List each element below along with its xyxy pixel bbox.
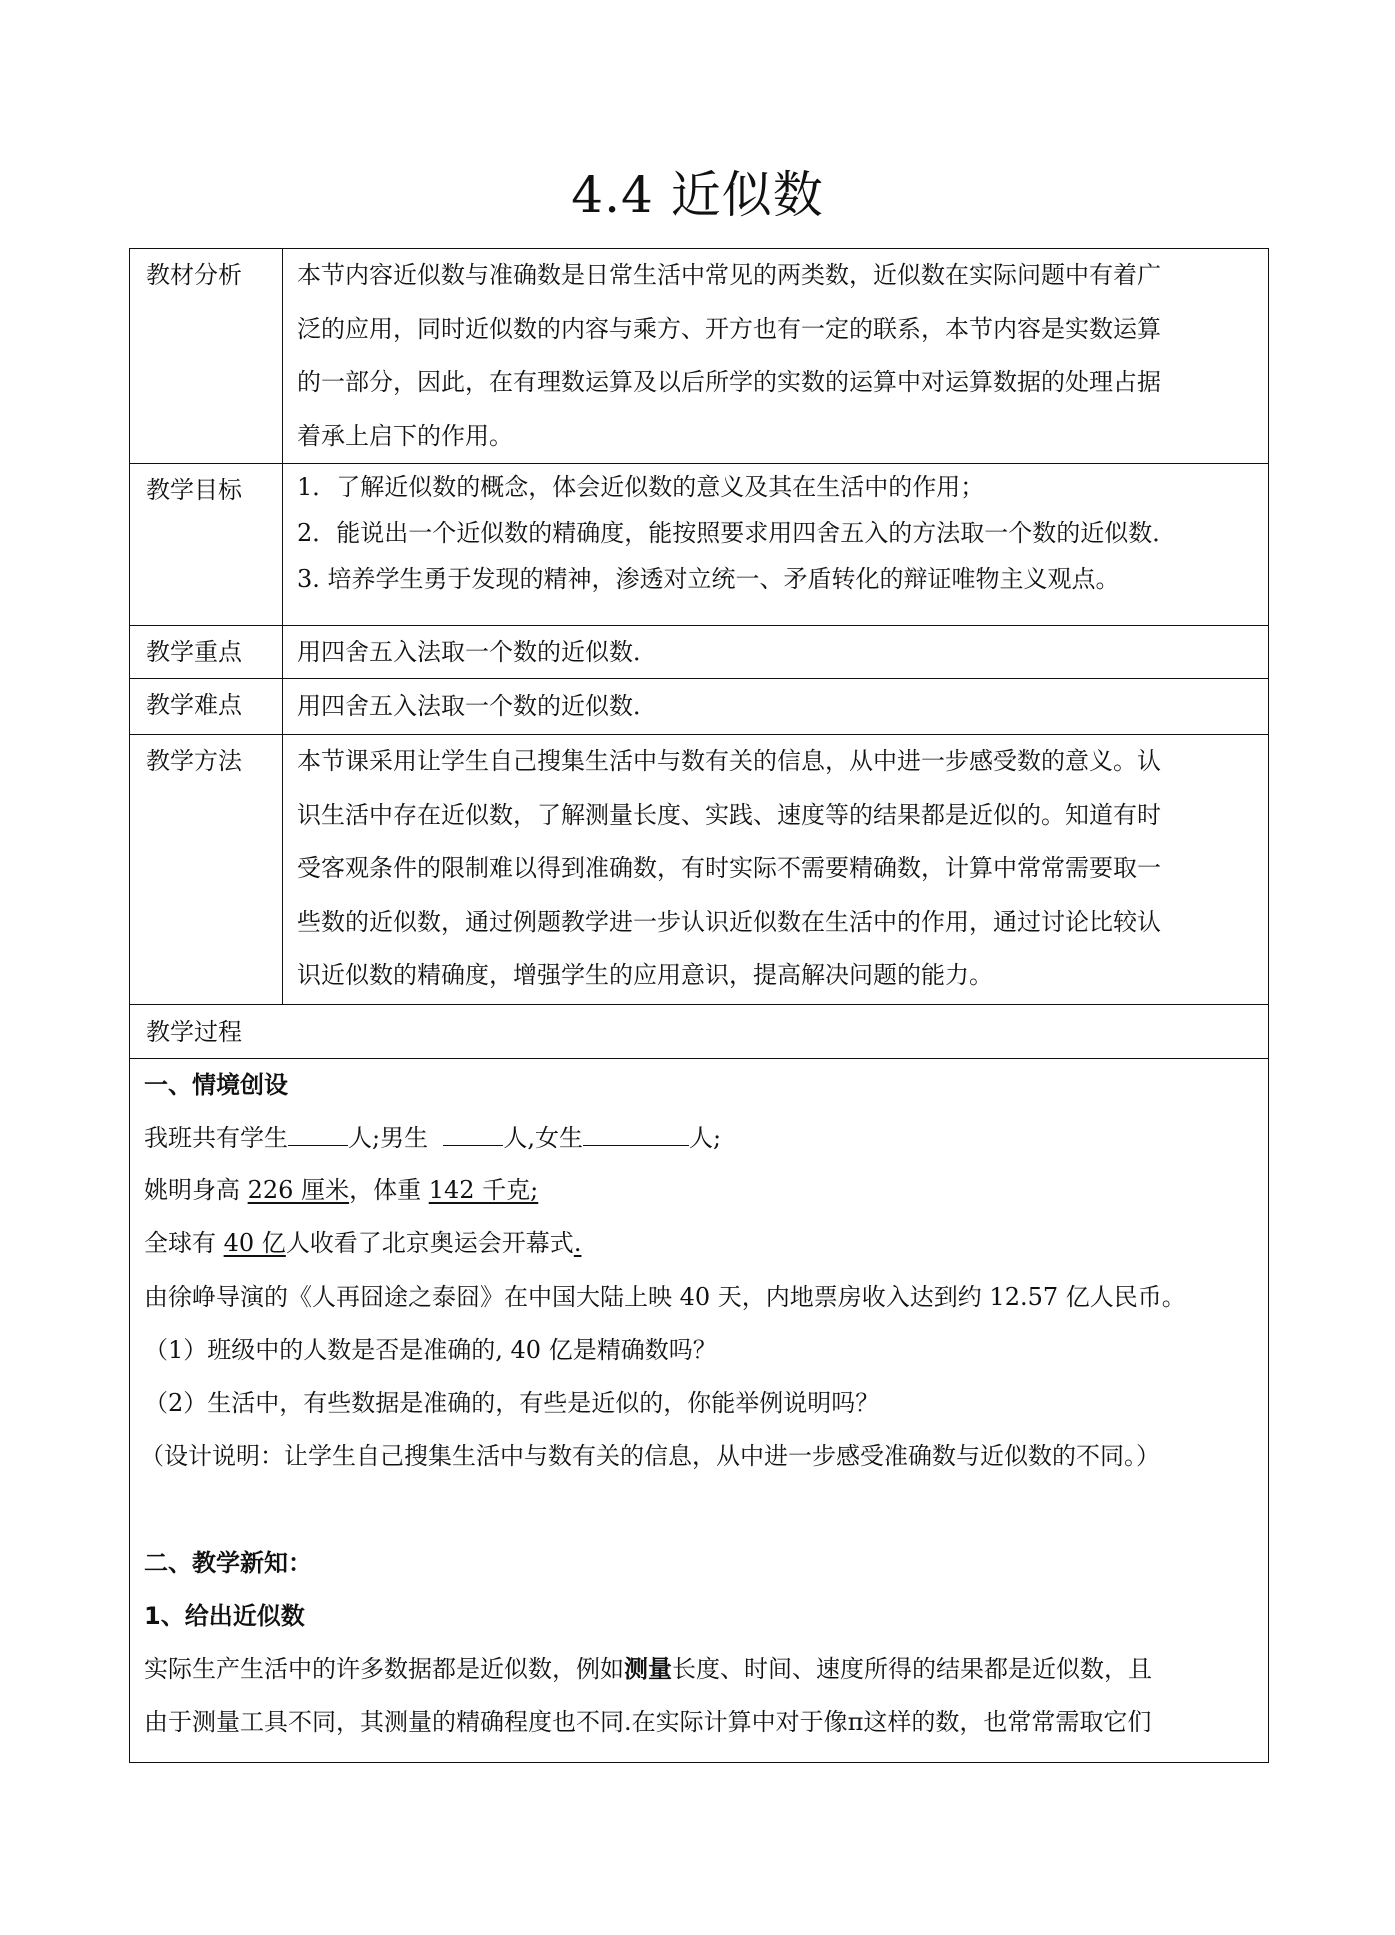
underlined-value: 142 千克; [428,1176,539,1204]
row-content [283,626,1268,678]
process-body [130,1059,1268,1762]
row-difficulty [130,679,1268,735]
bold-text: 测量 [624,1655,672,1683]
text-line: 3. 培养学生勇于发现的精神，渗透对立统一、矛盾转化的辩证唯物主义观点。 [297,565,1120,593]
global-viewers-line [144,1227,581,1259]
row-content [283,249,1268,463]
underlined-value: 226 厘米 [247,1176,350,1204]
row-label: 教学方法 [130,735,283,1004]
yao-ming-line [144,1174,538,1206]
row-label: 教学难点 [130,679,283,734]
text: 我班共有学生 [144,1124,288,1152]
text-line: 泛的应用，同时近似数的内容与乘方、开方也有一定的联系，本节内容是实数运算 [297,314,1161,343]
row-label: 教材分析 [130,249,283,463]
row-content [283,464,1268,625]
lesson-plan-table [129,248,1269,1763]
row-content [283,735,1268,1004]
text-line: 的一部分，因此，在有理数运算及以后所学的实数的运算中对运算数据的处理占据 [297,368,1161,396]
question-2: （2）生活中，有些数据是准确的，有些是近似的，你能举例说明吗？ [144,1389,880,1417]
page-title: 4.4 近似数 [571,166,824,224]
text-line: 2．能说出一个近似数的精确度，能按照要求用四舍五入的方法取一个数的近似数． [297,519,1177,547]
subsection-heading: 1、给出近似数 [144,1602,305,1630]
text-line: 识生活中存在近似数，了解测量长度、实践、速度等的结果都是近似的。知道有时 [297,800,1161,829]
text-line: 着承上启下的作用。 [297,421,513,450]
paragraph-line [144,1653,1152,1685]
section-heading: 一、情境创设 [144,1071,288,1099]
text: 人; [689,1124,722,1152]
text-line: 1．了解近似数的概念，体会近似数的意义及其在生活中的作用； [297,473,985,501]
text-line: 本节内容近似数与准确数是日常生活中常见的两类数，近似数在实际问题中有着广 [297,261,1161,289]
text: 人,女生 [503,1124,583,1152]
underlined-value: 40 亿 [223,1229,286,1257]
question-1: （1）班级中的人数是否是准确的, 40 亿是精确数吗？ [144,1336,717,1364]
fill-blank [288,1121,348,1146]
fill-blank [583,1121,689,1146]
text-line: 些数的近似数，通过例题教学进一步认识近似数在生活中的作用，通过讨论比较认 [297,907,1161,936]
row-objectives [130,464,1268,626]
text: 人;男生 [348,1124,429,1152]
text: . [573,1229,582,1257]
row-content [283,679,1268,734]
text: 人收看了北京奥运会开幕式 [285,1229,574,1257]
text-line: 识近似数的精确度，增强学生的应用意识，提高解决问题的能力。 [297,961,993,989]
class-count-line [144,1121,721,1154]
text-line: 受客观条件的限制难以得到准确数，有时实际不需要精确数，计算中常常需要取一 [297,854,1161,882]
row-process-header [130,1005,1268,1059]
row-key-point [130,626,1268,679]
text: 实际生产生活中的许多数据都是近似数，例如 [144,1655,624,1683]
row-label: 教学目标 [130,464,283,625]
row-analysis [130,249,1268,464]
row-label: 教学过程 [146,1018,242,1046]
paragraph-line: 由于测量工具不同，其测量的精确程度也不同.在实际计算中对于像π这样的数，也常常需取它们 [144,1708,1152,1736]
text-line: 用四舍五入法取一个数的近似数． [297,692,657,720]
text: ，体重 [349,1176,422,1204]
design-note: （设计说明：让学生自己搜集生活中与数有关的信息，从中进一步感受准确数与近似数的不同。） [140,1442,1160,1470]
row-method [130,735,1268,1005]
text: 全球有 [144,1229,216,1257]
movie-line: 由徐峥导演的《人再囧途之泰囧》在中国大陆上映 40 天，内地票房收入达到约 12.57 亿人民币。 [144,1283,1186,1311]
row-label: 教学重点 [130,626,283,678]
text-line: 本节课采用让学生自己搜集生活中与数有关的信息，从中进一步感受数的意义。认 [297,747,1161,775]
section-heading: 二、教学新知： [144,1549,312,1577]
fill-blank [443,1121,503,1146]
text-line: 用四舍五入法取一个数的近似数． [297,638,657,666]
text: 姚明身高 [144,1176,240,1204]
text: 长度、时间、速度所得的结果都是近似数，且 [672,1655,1152,1683]
